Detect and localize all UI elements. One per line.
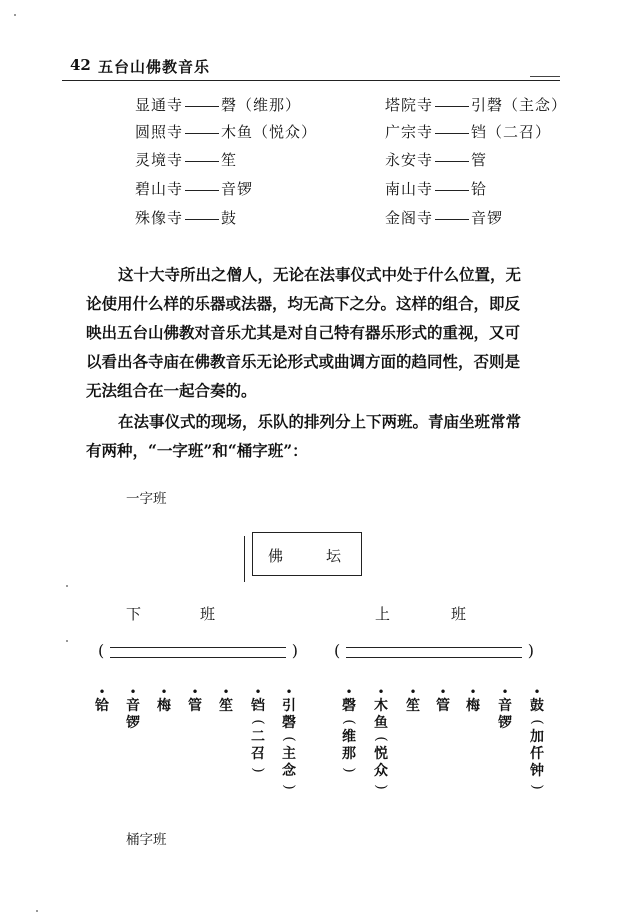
instrument-column: • 木鱼 ( 悦众 ) (373, 685, 389, 790)
instrument-note: 维那 (342, 729, 356, 762)
instrument-label: 管 (188, 698, 202, 714)
dash (435, 106, 469, 107)
paragraph-line: 无法组合在一起合奏的。 (86, 381, 257, 400)
instrument-label: 音锣 (498, 698, 512, 731)
instrument-column: • 磬 ( 维那 ) (341, 685, 357, 773)
instrument-label: 引磬 (282, 698, 296, 731)
instrument-name: 管 (471, 151, 488, 169)
temple-pair (385, 178, 487, 199)
dash (185, 219, 219, 220)
upper-group-label-right: 班 (451, 605, 467, 623)
temple-pair (385, 149, 487, 170)
instrument-label: 笙 (406, 698, 420, 714)
scan-speck (66, 640, 68, 642)
dash (435, 219, 469, 220)
diagram-title-2: 桶字班 (126, 832, 167, 848)
instrument-label: 梅 (466, 698, 480, 714)
temple-name: 永安寺 (385, 151, 434, 169)
temple-pair (385, 94, 567, 115)
instrument-column: • 管 (436, 685, 450, 714)
running-header (70, 56, 562, 78)
instrument-name: 笙 (221, 151, 238, 169)
lower-group-label-left: 下 (126, 605, 142, 623)
instrument-column: • 笙 (406, 685, 420, 714)
instrument-note: 二召 (251, 729, 265, 762)
temple-name: 塔院寺 (385, 96, 434, 114)
dash (185, 106, 219, 107)
instrument-column: • 管 (188, 685, 202, 714)
page-number: 42 (70, 56, 91, 74)
temple-pair (135, 94, 301, 115)
scan-speck (36, 910, 38, 912)
paragraph-line: 这十大寺所出之僧人，无论在法事仪式中处于什么位置，无 (118, 265, 522, 284)
instrument-label: 音锣 (126, 698, 140, 731)
temple-pair (135, 149, 237, 170)
temple-pair (135, 178, 253, 199)
upper-group-label-left: 上 (375, 605, 391, 623)
altar-label-left: 佛 (268, 547, 284, 565)
instrument-name: 铪 (471, 180, 488, 198)
temple-pair (135, 207, 237, 228)
instrument-note: 悦众 (374, 746, 388, 779)
altar-side-line (244, 536, 245, 582)
instrument-label: 磬 (342, 698, 356, 714)
instrument-column: • 笙 (219, 685, 233, 714)
diagram-title: 一字班 (126, 491, 167, 507)
lower-group-bracket: ( ) (98, 641, 298, 660)
instrument-name: 木鱼（悦众） (221, 123, 318, 141)
instrument-column: • 引磬 ( 主念 ) (281, 685, 297, 790)
instrument-name: 鼓 (221, 209, 238, 227)
temple-pair (385, 121, 551, 142)
instrument-note: 加仟钟 (530, 729, 544, 779)
instrument-name: 音锣 (471, 209, 504, 227)
instrument-label: 木鱼 (374, 698, 388, 731)
instrument-column: • 铪 (95, 685, 109, 714)
instrument-label: 笙 (219, 698, 233, 714)
instrument-label: 梅 (157, 698, 171, 714)
temple-name: 碧山寺 (135, 180, 184, 198)
dash (185, 161, 219, 162)
instrument-name: 引磬（主念） (471, 96, 568, 114)
body-paragraph (86, 407, 570, 465)
instrument-column: • 音锣 (498, 685, 512, 731)
dash (435, 133, 469, 134)
instrument-name: 磬（维那） (221, 96, 302, 114)
temple-name: 圆照寺 (135, 123, 184, 141)
scan-speck (14, 14, 16, 16)
temple-name: 金阁寺 (385, 209, 434, 227)
instrument-label: 鼓 (530, 698, 544, 714)
paragraph-line: 以看出各寺庙在佛教音乐无论形式或曲调方面的趋同性，否则是 (86, 352, 521, 371)
paragraph-line: 在法事仪式的现场，乐队的排列分上下两班。青庙坐班常常 (118, 412, 522, 431)
instrument-column: • 梅 (157, 685, 171, 714)
dash (435, 161, 469, 162)
book-title: 五台山佛教音乐 (98, 58, 211, 76)
instrument-column: • 铛 ( 二召 ) (250, 685, 266, 773)
temple-name: 殊像寺 (135, 209, 184, 227)
upper-group-bracket: ( ) (334, 641, 534, 660)
dash (435, 190, 469, 191)
header-rule-short (530, 76, 560, 77)
instrument-label: 铛 (251, 698, 265, 714)
instrument-column: • 音锣 (126, 685, 140, 731)
temple-pair (385, 207, 503, 228)
instrument-label: 铪 (95, 698, 109, 714)
temple-name: 显通寺 (135, 96, 184, 114)
paragraph-line: 有两种，“一字班”和“桶字班”： (86, 441, 308, 460)
lower-group-label-right: 班 (200, 605, 216, 623)
temple-name: 灵境寺 (135, 151, 184, 169)
temple-name: 南山寺 (385, 180, 434, 198)
instrument-column: • 鼓 ( 加仟钟 ) (529, 685, 545, 790)
instrument-note: 主念 (282, 746, 296, 779)
instrument-name: 铛（二召） (471, 123, 552, 141)
instrument-label: 管 (436, 698, 450, 714)
header-rule (62, 80, 560, 81)
paragraph-line: 论使用什么样的乐器或法器，均无高下之分。这样的组合，即反 (86, 294, 521, 313)
instrument-name: 音锣 (221, 180, 254, 198)
dash (185, 133, 219, 134)
temple-pair (135, 121, 317, 142)
body-paragraph (86, 260, 570, 405)
temple-name: 广宗寺 (385, 123, 434, 141)
dash (185, 190, 219, 191)
altar-label-right: 坛 (326, 547, 342, 565)
scan-speck (66, 585, 68, 587)
paragraph-line: 映出五台山佛教对音乐尤其是对自己特有器乐形式的重视，又可 (86, 323, 521, 342)
instrument-column: • 梅 (466, 685, 480, 714)
